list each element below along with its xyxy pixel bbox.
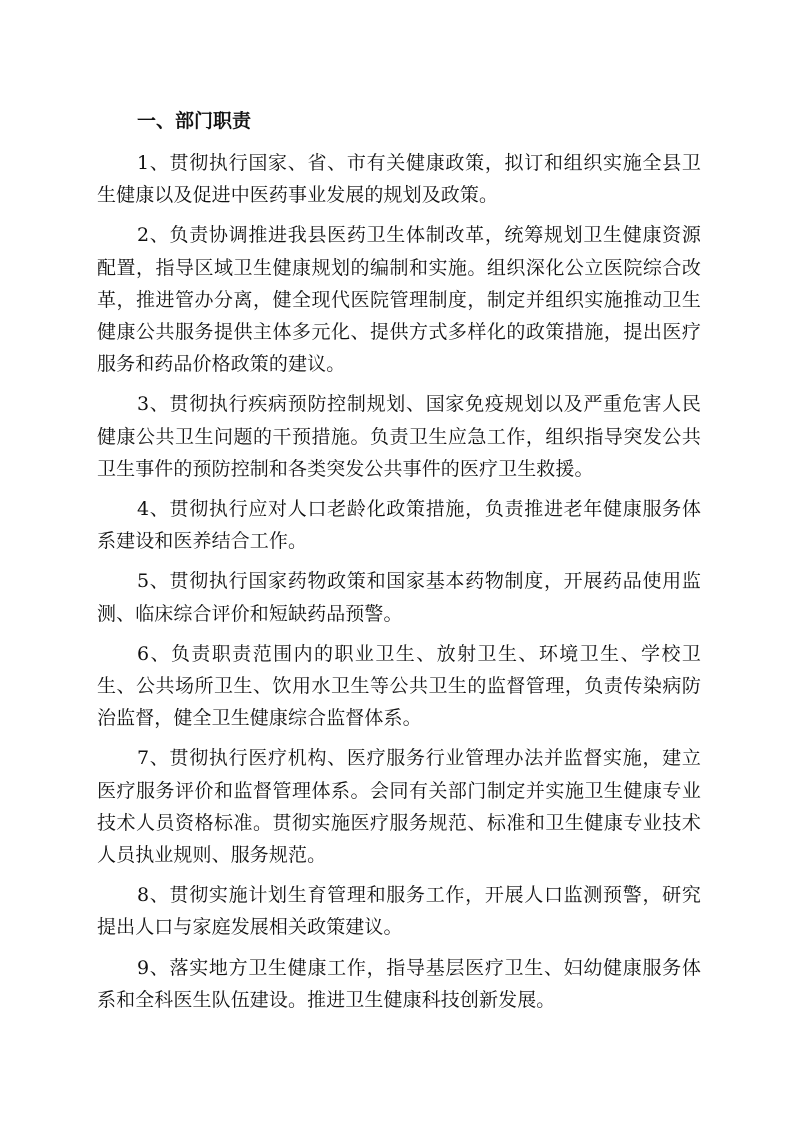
- duty-item-3: 3、贯彻执行疾病预防控制规划、国家免疫规划以及严重危害人民健康公共卫生问题的干预措施。负责卫生应急工作，组织指导突发公共卫生事件的预防控制和各类突发公共事件的医疗卫生救援。: [97, 393, 701, 480]
- duty-item-6: 6、负责职责范围内的职业卫生、放射卫生、环境卫生、学校卫生、公共场所卫生、饮用水卫生等公共卫生的监督管理，负责传染病防治监督，健全卫生健康综合监督体系。: [97, 642, 701, 730]
- duty-item-1: 1、贯彻执行国家、省、市有关健康政策，拟订和组织实施全县卫生健康以及促进中医药事业发展的规划及政策。: [97, 152, 701, 207]
- duty-item-4: 4、贯彻执行应对人口老龄化政策措施，负责推进老年健康服务体系建设和医养结合工作。: [97, 498, 701, 553]
- duty-item-9: 9、落实地方卫生健康工作，指导基层医疗卫生、妇幼健康服务体系和全科医生队伍建设。推进卫生健康科技创新发展。: [97, 956, 701, 1011]
- section-heading: 一、部门职责: [137, 110, 252, 132]
- duty-item-5: 5、贯彻执行国家药物政策和国家基本药物制度，开展药品使用监测、临床综合评价和短缺药品预警。: [97, 570, 701, 625]
- duty-item-8: 8、贯彻实施计划生育管理和服务工作，开展人口监测预警，研究提出人口与家庭发展相关政策建议。: [97, 884, 701, 939]
- duty-item-2: 2、负责协调推进我县医药卫生体制改革，统筹规划卫生健康资源配置，指导区域卫生健康规划的编制和实施。组织深化公立医院综合改革，推进管办分离，健全现代医院管理制度，制定并组织实施推动卫生健康公共服务提供主体多元化、提供方式多样化的政策措施，提出医疗服务和药品价格政策的建议。: [97, 224, 701, 376]
- duty-item-7: 7、贯彻执行医疗机构、医疗服务行业管理办法并监督实施，建立医疗服务评价和监督管理体系。会同有关部门制定并实施卫生健康专业技术人员资格标准。贯彻实施医疗服务规范、标准和卫生健康专业技术人员执业规则、服务规范。: [97, 747, 701, 867]
- document-body: [97, 103, 701, 1024]
